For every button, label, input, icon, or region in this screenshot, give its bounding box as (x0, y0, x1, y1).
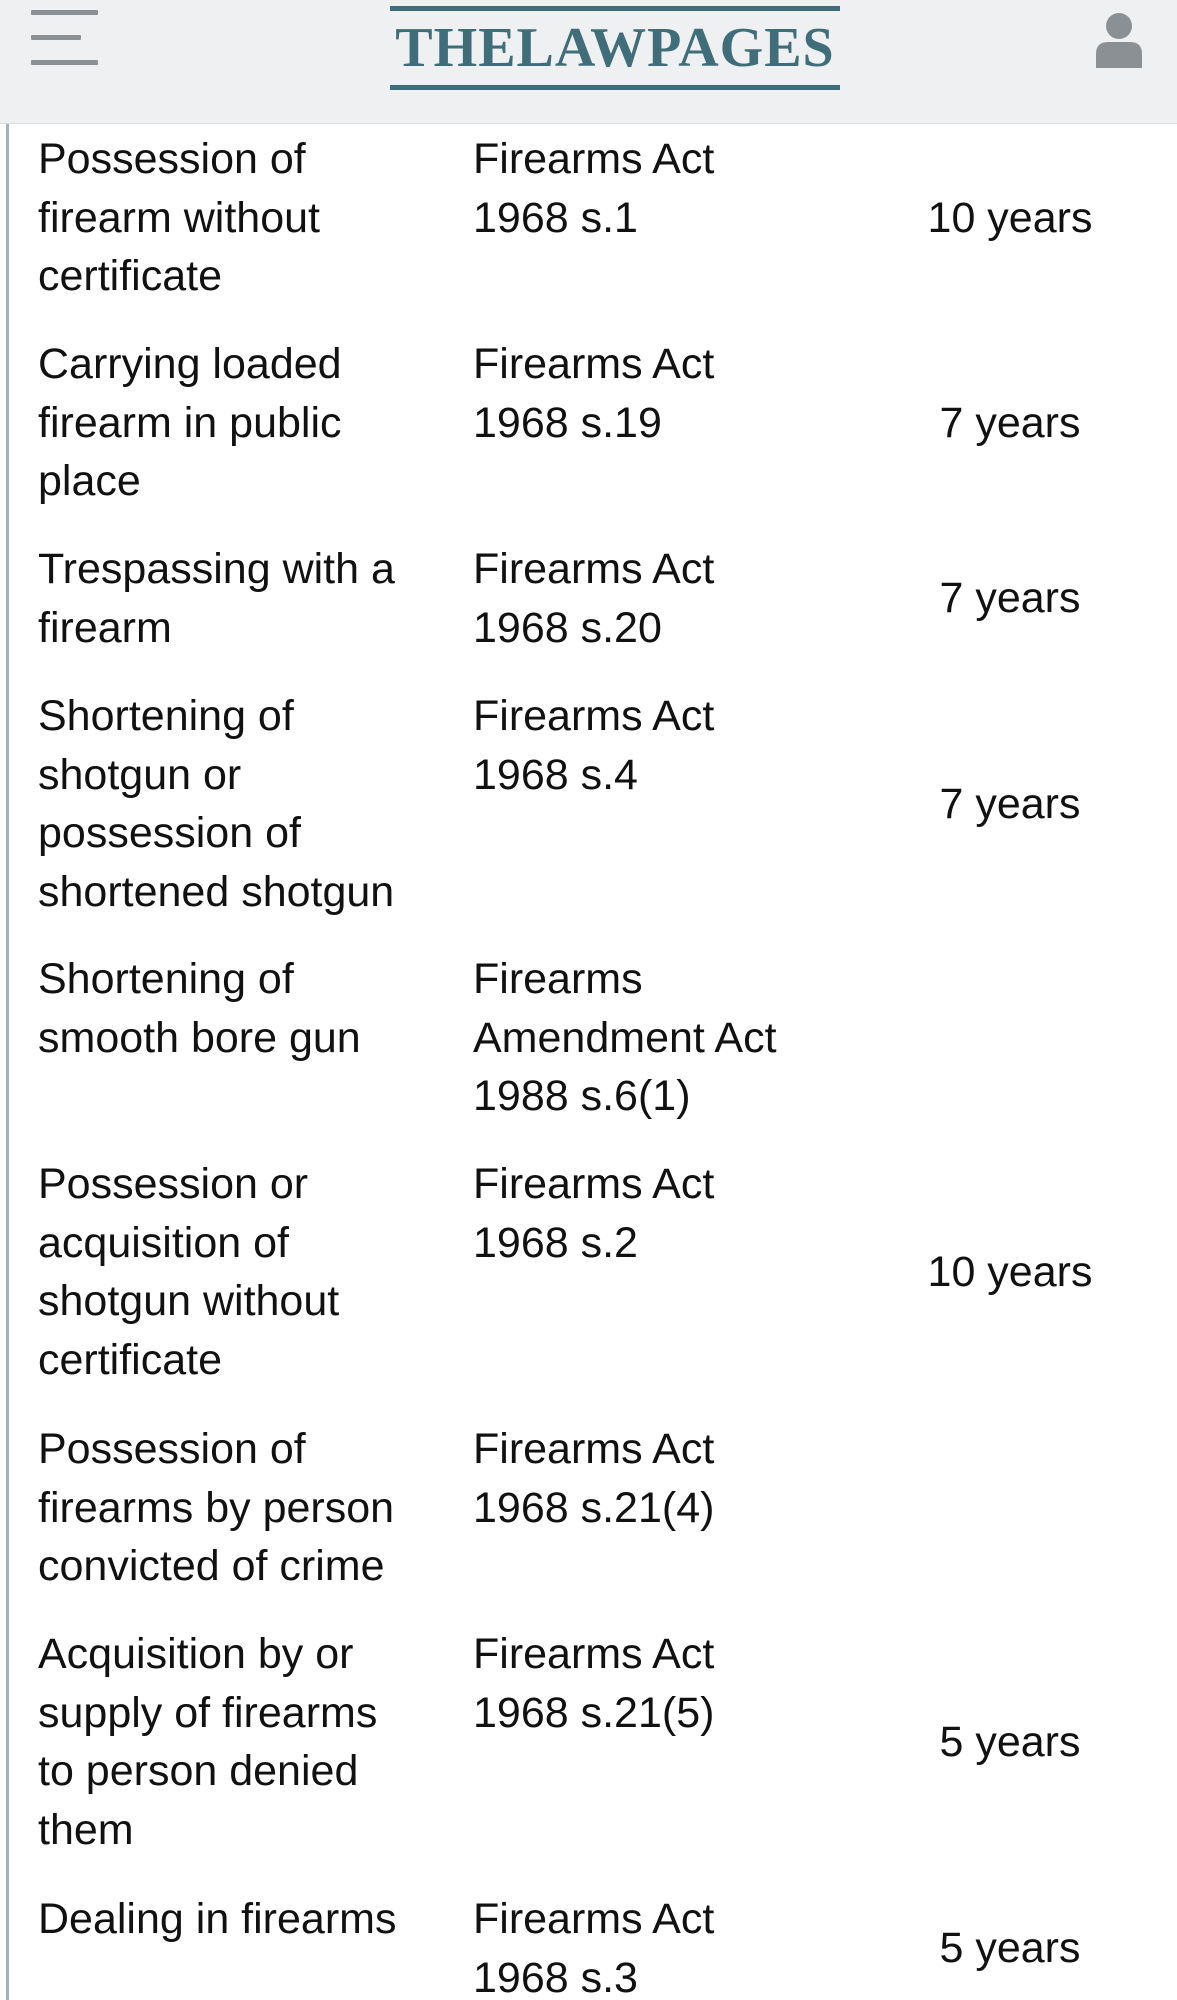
legislation-text: 1968 s.3 (473, 1953, 638, 2000)
legislation-text: 1968 s.4 (473, 750, 638, 799)
offence-text: Dealing in firearms (38, 1895, 397, 1943)
legislation-text: Firearms Act (473, 545, 715, 593)
offence-text: to person denied (38, 1747, 359, 1795)
offence-text: possession of (38, 809, 301, 857)
offence-text: acquisition of (38, 1218, 289, 1267)
legislation-cell (473, 540, 843, 657)
site-header (0, 0, 1177, 124)
offence-text: Possession of (38, 1425, 306, 1473)
offence-text: convicted of crime (38, 1542, 385, 1590)
offence-cell (38, 130, 468, 306)
offence-cell (38, 540, 468, 657)
offence-cell (38, 687, 468, 921)
offence-text: smooth bore gun (38, 1013, 361, 1062)
offence-cell (38, 1155, 468, 1389)
legislation-cell (473, 1890, 843, 2000)
offence-text: shotgun or (38, 750, 242, 799)
offence-text: Possession of (38, 135, 306, 183)
offence-text: Acquisition by or (38, 1630, 354, 1678)
offence-text: shotgun without (38, 1277, 340, 1325)
offence-text: certificate (38, 1335, 223, 1384)
legislation-text: 1988 s.6(1) (473, 1072, 691, 1120)
offence-text: Carrying loaded (38, 340, 342, 388)
offence-cell (38, 950, 468, 1067)
max-sentence-cell: 7 years (939, 779, 1081, 828)
legislation-cell (473, 335, 843, 452)
legislation-cell (473, 950, 843, 1126)
legislation-text: Firearms (473, 955, 643, 1003)
legislation-text: 1968 s.21(5) (473, 1688, 715, 1737)
offence-text: Possession or (38, 1160, 309, 1208)
offences-table (0, 124, 1177, 2000)
user-account-icon[interactable] (1094, 12, 1144, 68)
legislation-text: Firearms Act (473, 1425, 715, 1473)
legislation-cell (473, 130, 843, 247)
offence-text: Shortening of (38, 955, 294, 1003)
offence-text: firearms by person (38, 1483, 395, 1532)
legislation-text: 1968 s.1 (473, 193, 638, 242)
offence-cell (38, 1625, 468, 1859)
legislation-text: Firearms Act (473, 1160, 715, 1208)
legislation-text: 1968 s.19 (473, 398, 662, 447)
legislation-text: Firearms Act (473, 135, 715, 183)
legislation-cell (473, 687, 843, 804)
legislation-text: Firearms Act (473, 692, 715, 740)
offence-cell (38, 335, 468, 511)
legislation-text: Firearms Act (473, 340, 715, 388)
hamburger-menu-icon[interactable] (31, 10, 98, 66)
legislation-text: Amendment Act (473, 1013, 777, 1062)
table-left-border (6, 124, 9, 2000)
offence-text: certificate (38, 252, 223, 300)
legislation-text: 1968 s.21(4) (473, 1483, 715, 1532)
max-sentence-cell: 7 years (939, 398, 1081, 447)
offence-text: place (38, 457, 141, 505)
legislation-text: 1968 s.2 (473, 1218, 638, 1267)
legislation-text: Firearms Act (473, 1895, 715, 1943)
offence-text: firearm in public (38, 398, 342, 447)
offence-text: shortened shotgun (38, 867, 395, 916)
offence-text: supply of firearms (38, 1688, 378, 1737)
offence-text: firearm (38, 603, 172, 652)
legislation-cell (473, 1625, 843, 1742)
max-sentence-cell: 5 years (939, 1717, 1081, 1766)
max-sentence-cell: 7 years (939, 574, 1081, 623)
offence-text: firearm without (38, 193, 320, 242)
offence-cell (38, 1890, 468, 1949)
site-logo[interactable]: THELAWPAGES (390, 6, 840, 90)
legislation-cell (473, 1155, 843, 1272)
offence-text: Shortening of (38, 692, 294, 740)
max-sentence-cell: 10 years (927, 193, 1093, 242)
legislation-text: 1968 s.20 (473, 603, 662, 652)
max-sentence-cell: 5 years (939, 1924, 1081, 1973)
legislation-cell (473, 1420, 843, 1537)
max-sentence-cell: 10 years (927, 1247, 1093, 1296)
offence-text: Trespassing with a (38, 545, 395, 593)
offence-text: them (38, 1805, 134, 1854)
legislation-text: Firearms Act (473, 1630, 715, 1678)
offence-cell (38, 1420, 468, 1596)
